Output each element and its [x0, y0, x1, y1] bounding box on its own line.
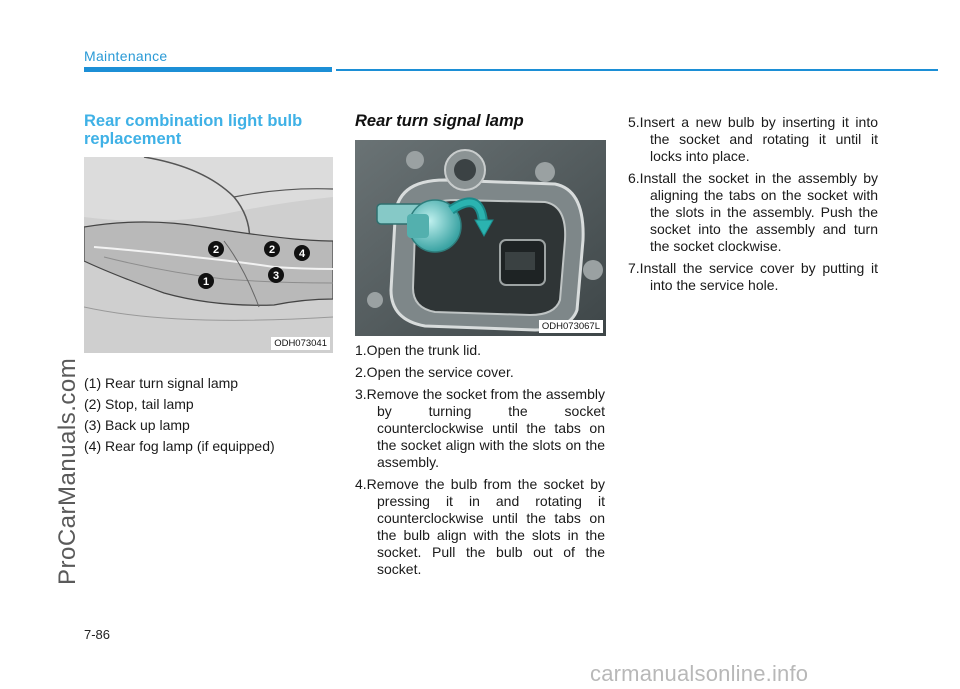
step-item: 4.Remove the bulb from the socket by pressing it in and rotating it counterclockwise until the tabs on the bulb align with the slots in the socket. Pull the bulb out of the socket.: [355, 476, 605, 577]
legend-item: (2) Stop, tail lamp: [84, 396, 194, 412]
legend-item: (4) Rear fog lamp (if equipped): [84, 438, 275, 454]
callout-2a: 2: [212, 244, 220, 256]
callout-1: 1: [202, 276, 210, 288]
side-watermark: [0, 0, 81, 689]
step-item: 2.Open the service cover.: [355, 364, 514, 380]
header-rule-thick: [84, 67, 332, 72]
step-item: 3.Remove the socket from the assembly by turning the socket counterclockwise until the tabs on the socket align with the slots on the assembly.: [355, 386, 605, 470]
side-watermark-text: ProCarManuals.com: [54, 357, 81, 585]
callout-2b: 2: [268, 244, 276, 256]
callout-3: 3: [272, 270, 280, 282]
header-rule-thin: [336, 69, 938, 71]
legend-list: [84, 375, 334, 459]
footer-watermark: carmanualsonline.info: [590, 661, 809, 686]
section-label: Maintenance: [84, 48, 168, 64]
figure-code: ODH073041: [271, 337, 330, 350]
rear-light-illustration: [84, 157, 333, 353]
step-item: 1.Open the trunk lid.: [355, 342, 482, 358]
steps-list-continued: [628, 114, 878, 299]
step-item: 7.Install the service cover by putting it into the service hole.: [628, 260, 878, 293]
turn-signal-figure: [355, 140, 606, 336]
rear-light-figure: [84, 157, 333, 353]
figure-code: ODH073067L: [539, 320, 603, 333]
section-heading: Rear combination light bulb replacement: [84, 112, 303, 148]
subsection-heading: Rear turn signal lamp: [355, 112, 524, 130]
legend-item: (3) Back up lamp: [84, 417, 190, 433]
page-number: 7-86: [84, 627, 111, 642]
callout-4: 4: [298, 248, 306, 260]
steps-list: [355, 342, 605, 583]
legend-item: (1) Rear turn signal lamp: [84, 375, 239, 391]
step-item: 6.Install the socket in the assembly by aligning the tabs on the socket with the slots in the assembly. Push the socket into the assembly and turn the socket clockwise.: [628, 170, 878, 254]
turn-signal-illustration: [355, 140, 606, 336]
step-item: 5.Insert a new bulb by inserting it into the socket and rotating it until it locks into place.: [628, 114, 878, 164]
